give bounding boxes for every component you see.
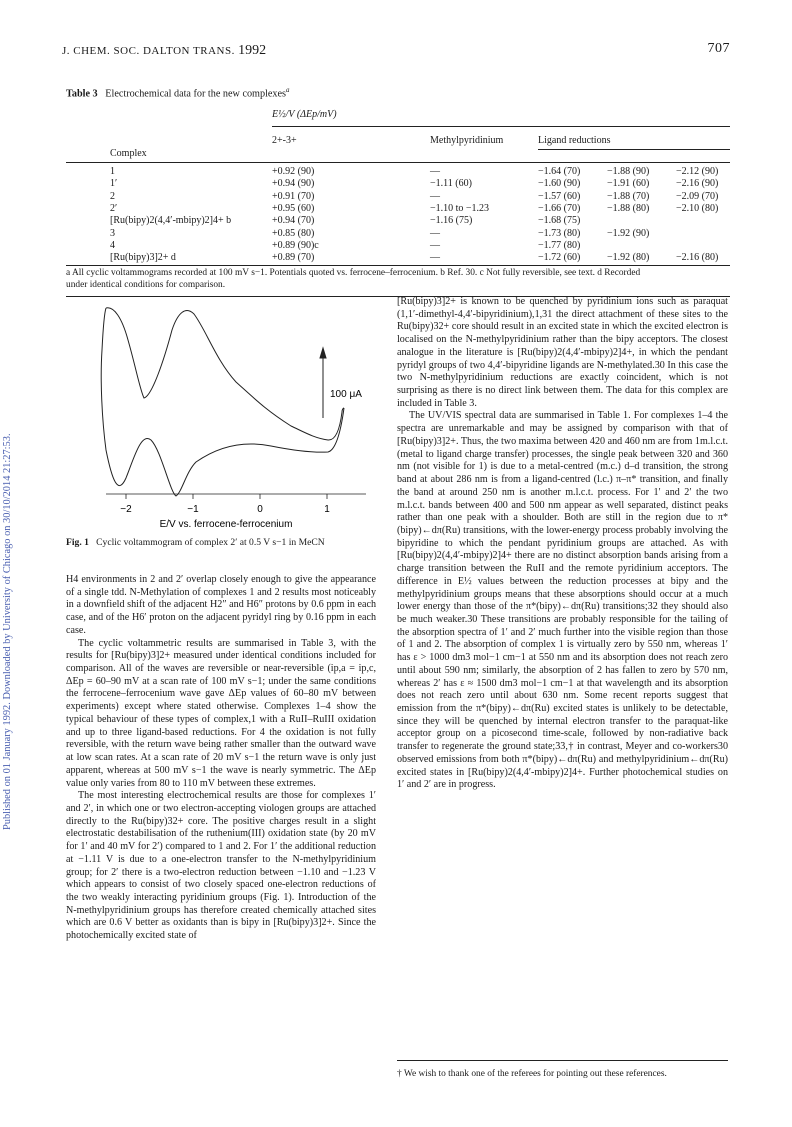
figure-caption: Fig. 1 Cyclic voltammogram of complex 2′ at 0.5 V s−1 in MeCN — [66, 537, 325, 548]
right-column-text — [397, 296, 728, 792]
table-group-header: E½/V (ΔEp/mV) — [272, 109, 337, 120]
cell-red-3: −2.16 (80) — [676, 252, 719, 264]
cell-mepy: — — [430, 252, 440, 264]
paragraph: The most interesting electrochemical results are those for complexes 1′ and 2′, in which one or two electron-accepting viologen groups are attached directly to the Ru(bipy)32+ core. The positive charges result in a slight electrostatic destabilisation of the ruthenium(III) oxidation state (by 20 mV for 1′ and 40 mV for 2′) compared to 1 and 2. For 1′ the additional reduction at −1.11 V is due to a one-electron transfer to the N-methylpyridinium group; for 2′ there is a two-electron reduction between −1.10 and −1.23 V which appears to consist of two closely spaced one-electron reductions of the two weakly interacting pyridinium groups (Fig. 1). Introduction of the N-methylpyridinium groups has therefore created chemically attached sites which are 0.6 V better as oxidants than is bipy in [Ru(bipy)3]2+. Since the photochemically excited state of — [66, 790, 376, 942]
cell-mepy: −1.16 (75) — [430, 215, 473, 227]
x-tick-label: −1 — [187, 504, 199, 515]
cell-complex: 4 — [110, 239, 115, 251]
cell-ox: +0.94 (90) — [272, 178, 315, 190]
x-tick-label: −2 — [120, 504, 132, 515]
cell-red-1: −1.64 (70) — [538, 166, 581, 177]
cell-mepy: — — [430, 190, 440, 202]
cell-ox: +0.91 (70) — [272, 190, 315, 202]
paragraph: The cyclic voltammetric results are summarised in Table 3, with the results for [Ru(bipy)3]2+ measured under identical conditions included for comparison. All of the waves are reversible or near-reversible (ip,a = ip,c, ΔEp = 60–90 mV at a scan rate of 100 mV s−1; under the same conditions the ferrocene–ferrocenium wave gave ΔEp values of 60–80 mV between experiments) except where stated otherwise. Complexes 1–4 show the typical behaviour of these types of complex,1 with a RuII–RuIII oxidation and up to three ligand-based reductions. For 4 the oxidation is not fully reversible, with the return wave being rather smaller than the outward wave at low scan rates. At a scan rate of 20 mV s−1 the return wave is only just apparent, whereas at 500 mV s−1 the wave is nearly symmetric. The ΔEp value only varies from 80 to 110 mV between these extremes. — [66, 637, 376, 789]
cell-red-2: −1.92 (90) — [607, 227, 650, 239]
cell-red-2: −1.92 (80) — [607, 252, 650, 264]
cell-red-2: −1.88 (70) — [607, 190, 650, 202]
col-header-ox: 2+-3+ — [272, 135, 297, 146]
scale-bar-label: 100 μA — [330, 389, 362, 400]
col-header-mepy: Methylpyridinium — [430, 135, 504, 146]
left-column-text — [66, 574, 376, 943]
cell-complex: [Ru(bipy)2(4,4′-mbipy)2]4+ b — [110, 215, 232, 227]
cell-complex: 1′ — [110, 178, 118, 190]
cell-red-2: −1.91 (60) — [607, 178, 650, 190]
cell-ox: +0.94 (70) — [272, 215, 315, 227]
cell-mepy: — — [430, 166, 440, 177]
cell-red-2: −1.88 (90) — [607, 166, 650, 177]
cell-red-3: −2.09 (70) — [676, 190, 719, 202]
download-notice: Published on 01 January 1992. Downloaded by University of Chicago on 30/10/2014 21:27:53. — [2, 433, 13, 830]
cell-red-1: −1.60 (90) — [538, 178, 581, 190]
x-tick-label: 0 — [257, 504, 263, 515]
scale-bar — [320, 348, 326, 418]
cell-ox: +0.89 (90)c — [272, 239, 319, 251]
journal-name: J. CHEM. SOC. DALTON TRANS. 1992 — [62, 43, 267, 58]
cell-complex: 1 — [110, 166, 115, 177]
cyclic-voltammogram-figure — [66, 300, 386, 535]
cell-mepy: −1.11 (60) — [430, 178, 472, 190]
cell-mepy: −1.10 to −1.23 — [430, 202, 490, 214]
cell-complex: 2 — [110, 190, 115, 202]
table-footnote: a All cyclic voltammograms recorded at 100 mV s−1. Potentials quoted vs. ferrocene–ferrocenium. b Ref. 30. c Not fully reversible, see text. d Recorded under identical conditions for comparison. — [66, 268, 641, 290]
cell-red-1: −1.66 (70) — [538, 202, 581, 214]
x-axis-label: E/V vs. ferrocene-ferrocenium — [159, 519, 293, 530]
page-number: 707 — [707, 41, 730, 56]
x-axis-ticks — [120, 494, 330, 515]
cell-complex: 2′ — [110, 202, 118, 214]
cell-red-1: −1.73 (80) — [538, 227, 581, 239]
footnote: † We wish to thank one of the referees for pointing out these references. — [397, 1069, 667, 1079]
cell-ox: +0.92 (90) — [272, 166, 315, 177]
cell-red-3: −2.12 (90) — [676, 166, 719, 177]
cell-complex: 3 — [110, 227, 115, 239]
cell-red-3: −2.16 (90) — [676, 178, 719, 190]
cell-mepy: — — [430, 227, 440, 239]
cell-complex: [Ru(bipy)3]2+ d — [110, 252, 176, 264]
paragraph: H4 environments in 2 and 2′ overlap closely enough to give the appearance of a single tdd. N-Methylation of complexes 1 and 2 results most noticeably in a downfield shift of the adjacent H2″ and H6″ protons by 0.6 ppm in each case, and of the H6′ proton on the adjacent pyridyl ring by 0.16 ppm in each case. — [66, 574, 376, 636]
cell-mepy: — — [430, 239, 440, 251]
x-tick-label: 1 — [324, 504, 330, 515]
row-header-complex: Complex — [110, 148, 147, 159]
cell-ox: +0.89 (70) — [272, 252, 315, 264]
cell-ox: +0.85 (80) — [272, 227, 315, 239]
running-header — [62, 43, 730, 63]
cell-red-1: −1.68 (75) — [538, 215, 581, 227]
col-header-red: Ligand reductions — [538, 135, 611, 146]
cell-red-2: −1.88 (80) — [607, 202, 650, 214]
paragraph: [Ru(bipy)3]2+ is known to be quenched by pyridinium ions such as paraquat (1,1′-dimethyl-4,4′-bipyridinium),1,31 the direct attachment of these sites to the Ru(bipy)32+ core should result in an excited state in which the excited electron is localised on the N-methylpyridinium rather than the bipy acceptors. The closest analogue in the literature is [Ru(bipy)2(4,4′-mbipy)2]4+, in which the pendant pyridyl groups of two 4,4′-bipyridine ligands are N-methylated.30 In this case the two N-methylpyridinium reductions are exactly coincident, which is not surprising as there is no direct link between them. The data for this complex are included in Table 3. — [397, 296, 728, 409]
cell-red-1: −1.57 (60) — [538, 190, 581, 202]
voltammogram-trace — [101, 308, 344, 496]
paragraph: The UV/VIS spectral data are summarised in Table 1. For complexes 1–4 the spectra are unremarkable and may be assigned by comparison with that of [Ru(bipy)3]2+. Thus, the two maxima between 420 and 460 nm are from 1m.l.c.t. (metal to ligand charge transfer) processes, the single peak between 320 and 360 nm (not visible for 1) is due to a metal-centred (m.c.) d–d transition, the strong band at about 286 nm is from a ligand-centred (l.c.) π–π* transition, and finally the band at around 250 nm is another m.l.c.t. process. For 1′ and 2′ the two m.l.c.t. bands between 400 and 500 nm appear as well separated, distinct peaks rather than one peak with a shoulder. Both are still in the region due to π*(bipy)←dπ(Ru) transitions, with the lower-energy process probably involving the bipyridine to which the pendant pyridinium groups are attached. As with [Ru(bipy)2(4,4′-mbipy)2]4+ there are no distinct absorption bands arising from a charge transition between the RuII and the remote pyridinium acceptors. The difference in E½ values between the reduction processes at bipy and the methylpyridinium groups means that these absorptions should occur at a much lower energy than those of the π*(bipy)←dπ(Ru) transitions;32 they should also be much weaker.30 These transitions are probably responsible for the tailing of the absorption spectra of 1′ and 2′ much further into the visible region than those of 1 and 2. The absorption of complex 1 is virtually zero by 550 nm, whereas 1′ has ε > 1000 dm3 mol−1 cm−1 at 550 nm and its absorption does not reach zero until about 590 nm; similarly, the absorption of 2 has fallen to zero by 570 nm, whereas 2′ has ε ≈ 1500 dm3 mol−1 cm−1 at that wavelength and its absorption does not reach zero until about 630 nm. Some recent reports suggest that emission from the π*(bipy)←dπ(Ru) excited states is unlikely to be detectable, since they will be quenched by internal electron transfer to the paraquat-like acceptor group on a picosecond time-scale, followed by non-radiative back transfer to regenerate the ground state;33,† in contrast, Meyer and co-workers30 observed emissions from both π*(bipy)←dπ(Ru) and methylpyridinium←dπ(Ru) excited states in [Ru(bipy)2(4,4′-mbipy)2]4+. Further photochemical studies on 1′ and 2′ are in progress. — [397, 410, 728, 791]
cell-ox: +0.95 (60) — [272, 202, 315, 214]
cell-red-1: −1.77 (80) — [538, 239, 581, 251]
cell-red-3: −2.10 (80) — [676, 202, 719, 214]
cell-red-1: −1.72 (60) — [538, 252, 581, 264]
table-caption: Table 3 Electrochemical data for the new complexes$^a$ — [66, 86, 290, 100]
